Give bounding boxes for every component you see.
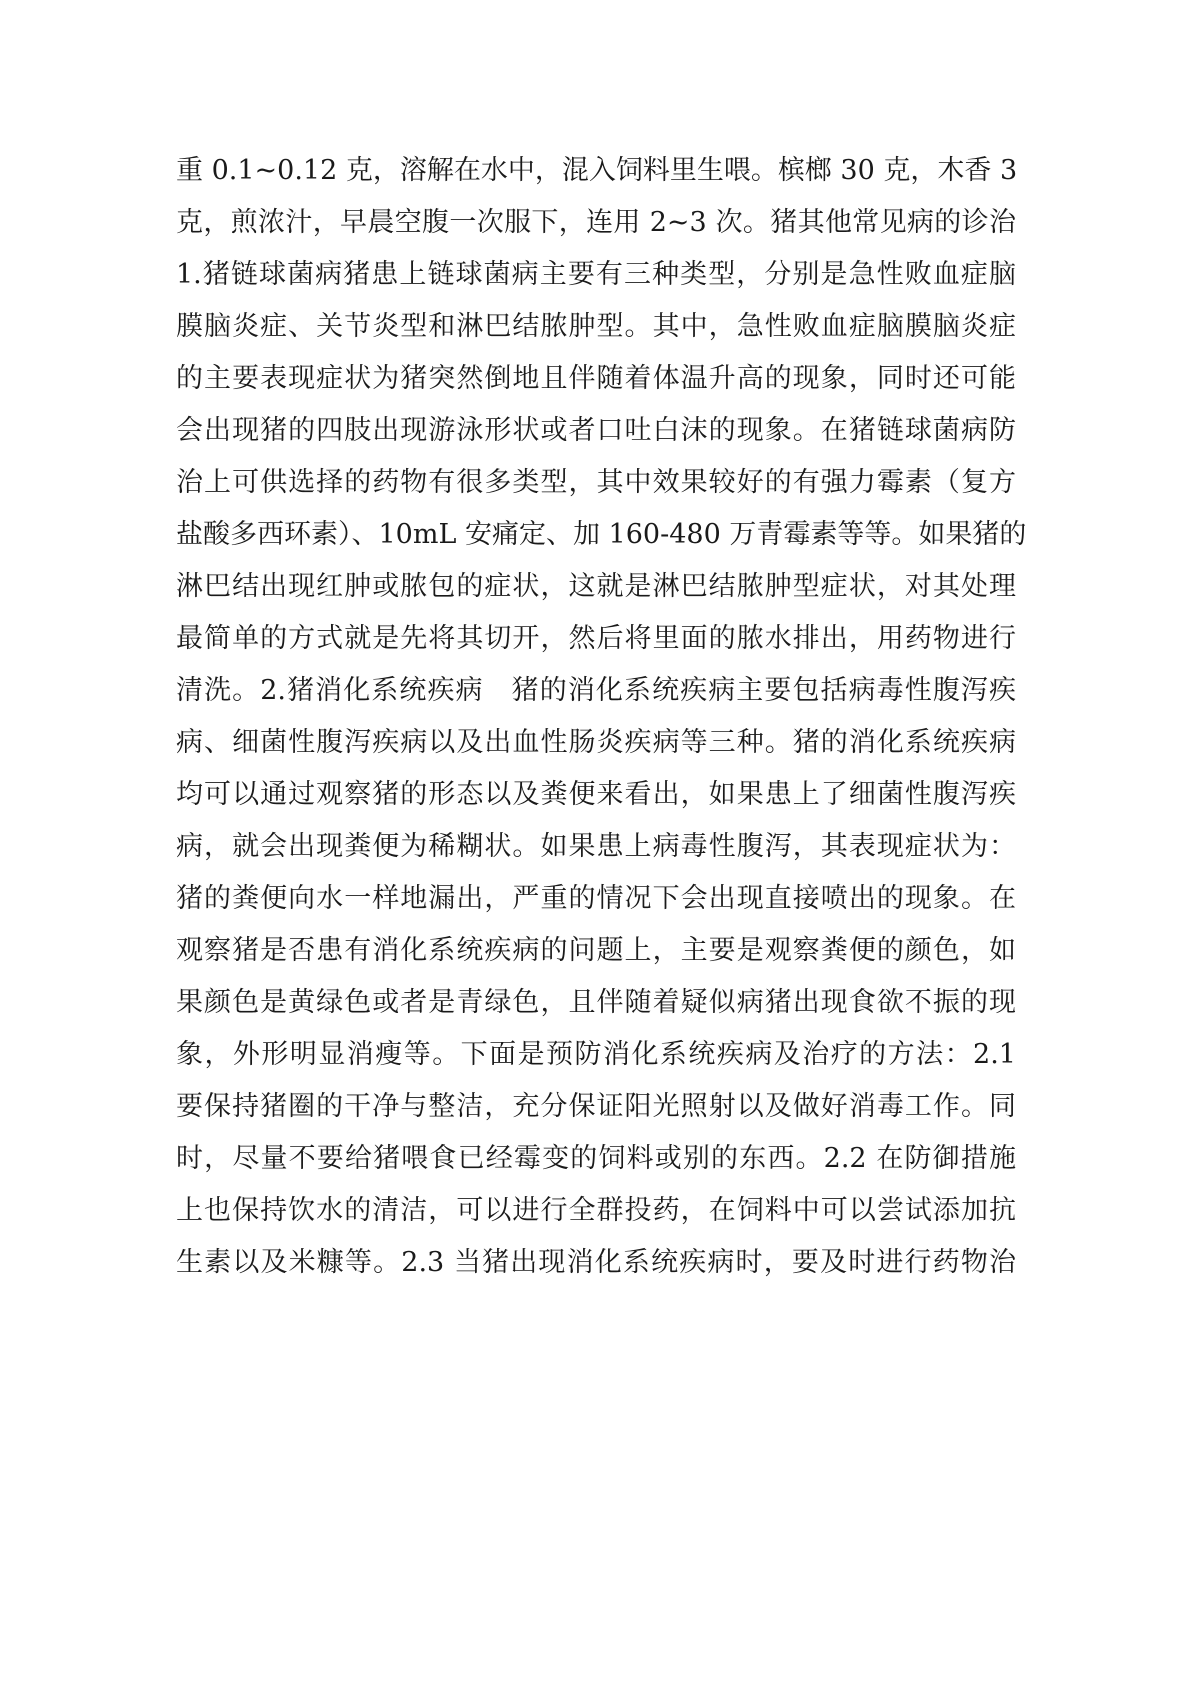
text-line: 盐酸多西环素）、10mL 安痛定、加 160-480 万青霉素等等。如果猪的 — [176, 519, 1027, 550]
text-line: 果颜色是黄绿色或者是青绿色，且伴随着疑似病猪出现食欲不振的现 — [176, 987, 1016, 1018]
text-line: 观察猪是否患有消化系统疾病的问题上，主要是观察粪便的颜色，如 — [176, 935, 1016, 966]
text-line: 要保持猪圈的干净与整洁，充分保证阳光照射以及做好消毒工作。同 — [176, 1091, 1016, 1122]
text-line: 清洗。2.猪消化系统疾病 猪的消化系统疾病主要包括病毒性腹泻疾 — [176, 675, 1016, 706]
text-line: 均可以通过观察猪的形态以及粪便来看出，如果患上了细菌性腹泻疾 — [176, 779, 1016, 810]
text-line: 时，尽量不要给猪喂食已经霉变的饲料或别的东西。2.2 在防御措施 — [176, 1143, 1016, 1174]
text-line: 膜脑炎症、关节炎型和淋巴结脓肿型。其中，急性败血症脑膜脑炎症 — [176, 311, 1016, 342]
text-line: 最简单的方式就是先将其切开，然后将里面的脓水排出，用药物进行 — [176, 623, 1016, 654]
text-line: 的主要表现症状为猪突然倒地且伴随着体温升高的现象，同时还可能 — [176, 363, 1016, 394]
text-line: 1.猪链球菌病猪患上链球菌病主要有三种类型，分别是急性败血症脑 — [176, 259, 1016, 290]
text-line: 猪的粪便向水一样地漏出，严重的情况下会出现直接喷出的现象。在 — [176, 883, 1016, 914]
text-line: 克，煎浓汁，早晨空腹一次服下，连用 2~3 次。猪其他常见病的诊治 — [176, 207, 1016, 238]
text-line: 上也保持饮水的清洁，可以进行全群投药，在饲料中可以尝试添加抗 — [176, 1195, 1016, 1226]
text-line: 会出现猪的四肢出现游泳形状或者口吐白沫的现象。在猪链球菌病防 — [176, 415, 1016, 446]
text-line: 重 0.1~0.12 克，溶解在水中，混入饲料里生喂。槟榔 30 克，木香 3 — [176, 155, 1018, 186]
text-line: 病，就会出现粪便为稀糊状。如果患上病毒性腹泻，其表现症状为： — [176, 831, 1016, 862]
text-line: 治上可供选择的药物有很多类型，其中效果较好的有强力霉素（复方 — [176, 467, 1016, 498]
text-line: 象，外形明显消瘦等。下面是预防消化系统疾病及治疗的方法：2.1 — [176, 1039, 1016, 1070]
text-line: 生素以及米糠等。2.3 当猪出现消化系统疾病时，要及时进行药物治 — [176, 1247, 1016, 1278]
body-text — [176, 145, 1027, 1289]
text-line: 淋巴结出现红肿或脓包的症状，这就是淋巴结脓肿型症状，对其处理 — [176, 571, 1016, 602]
text-line: 病、细菌性腹泻疾病以及出血性肠炎疾病等三种。猪的消化系统疾病 — [176, 727, 1016, 758]
